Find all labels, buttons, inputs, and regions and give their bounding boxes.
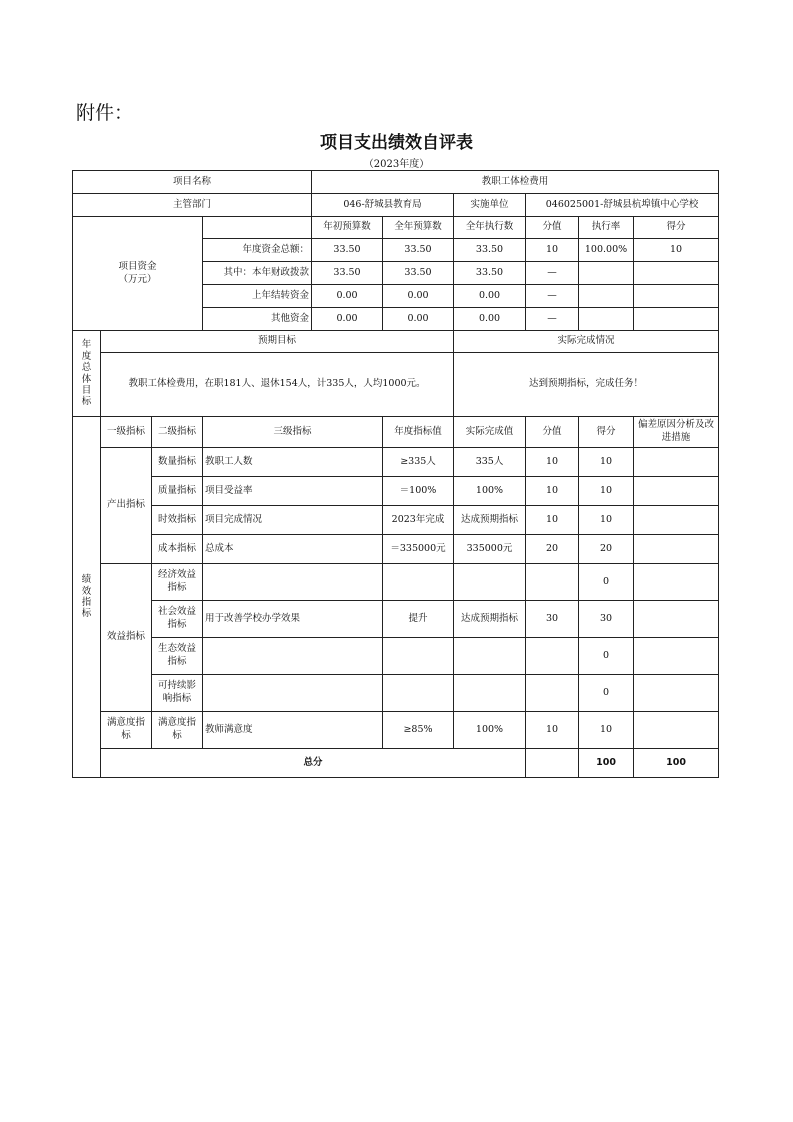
funds-cell: 0.00 [383,308,454,331]
indicator-target: ＝100% [383,477,454,506]
total-score: 100 [579,749,634,778]
indicator-got: 10 [579,448,634,477]
project-name-label: 项目名称 [73,171,312,194]
indicator-got: 10 [579,506,634,535]
dept-label: 主管部门 [73,194,312,217]
funds-header-cell: 年初预算数 [312,217,383,239]
indicator-level2: 质量指标 [152,477,203,506]
evaluation-table [72,170,719,778]
funds-cell: 0.00 [454,308,526,331]
indicator-level3: 项目完成情况 [203,506,383,535]
indicator-row [73,506,719,535]
indicator-level2: 满意度指标 [152,712,203,749]
indicator-actual [454,638,526,675]
funds-cell: — [526,308,579,331]
indicator-got: 0 [579,564,634,601]
indicator-note [634,477,719,506]
funds-cell: 10 [526,239,579,262]
indicator-level3: 用于改善学校办学效果 [203,601,383,638]
funds-header-cell: 分值 [526,217,579,239]
funds-cell: 0.00 [383,285,454,308]
indicators-header-cell: 一级指标 [101,417,152,448]
indicator-got: 0 [579,638,634,675]
indicator-level3 [203,675,383,712]
indicator-row [73,564,719,601]
funds-cell: 0.00 [312,308,383,331]
funds-cell: 33.50 [454,262,526,285]
funds-cell: 0.00 [454,285,526,308]
indicator-actual [454,675,526,712]
indicator-level2: 时效指标 [152,506,203,535]
indicator-note [634,601,719,638]
indicator-got: 10 [579,712,634,749]
funds-label: 项目资金 （万元） [73,217,203,331]
indicator-actual: 335人 [454,448,526,477]
indicator-target: 提升 [383,601,454,638]
indicator-target [383,564,454,601]
indicator-row [73,535,719,564]
indicator-level3: 项目受益率 [203,477,383,506]
indicators-label: 绩 效 指 标 [73,417,101,778]
impl-label: 实施单位 [454,194,526,217]
indicator-note [634,675,719,712]
indicator-target [383,675,454,712]
funds-cell: — [526,285,579,308]
indicator-level3: 教职工人数 [203,448,383,477]
funds-cell [634,285,719,308]
funds-cell: 33.50 [312,239,383,262]
indicator-row [73,477,719,506]
dept-value: 046-舒城县教育局 [312,194,454,217]
funds-header-row [73,217,719,239]
funds-cell [579,285,634,308]
indicator-level3 [203,564,383,601]
indicator-level2: 成本指标 [152,535,203,564]
funds-header-cell: 全年预算数 [383,217,454,239]
funds-row-label: 其中：本年财政拨款 [203,262,312,285]
indicator-target: 2023年完成 [383,506,454,535]
funds-cell: 33.50 [454,239,526,262]
indicator-row [73,675,719,712]
indicator-level1: 效益指标 [101,564,152,712]
funds-header-cell: 执行率 [579,217,634,239]
indicator-score: 10 [526,477,579,506]
goals-content-row [73,353,719,417]
impl-value: 046025001-舒城县杭埠镇中心学校 [526,194,719,217]
funds-cell: 33.50 [383,262,454,285]
indicator-level3: 总成本 [203,535,383,564]
funds-header-cell: 得分 [634,217,719,239]
funds-cell: 33.50 [383,239,454,262]
indicators-header-cell: 实际完成值 [454,417,526,448]
goals-expected: 教职工体检费用，在职181人、退休154人，计335人，人均1000元。 [101,353,454,417]
project-name-row [73,171,719,194]
indicator-level1: 产出指标 [101,448,152,564]
page-title: 项目支出绩效自评表 [320,133,473,153]
funds-cell: 100.00% [579,239,634,262]
funds-row-label: 上年结转资金 [203,285,312,308]
indicator-note [634,506,719,535]
funds-row-label: 其他资金 [203,308,312,331]
indicator-actual: 100% [454,712,526,749]
indicators-header-cell: 二级指标 [152,417,203,448]
funds-cell [579,308,634,331]
indicators-header-cell: 得分 [579,417,634,448]
indicator-score [526,564,579,601]
funds-cell [579,262,634,285]
goals-actual: 达到预期指标，完成任务！ [454,353,719,417]
indicator-row [73,448,719,477]
indicators-header-cell: 偏差原因分析及改进措施 [634,417,719,448]
total-blank [526,749,579,778]
indicator-score: 10 [526,448,579,477]
funds-cell: — [526,262,579,285]
indicator-note [634,535,719,564]
dept-row [73,194,719,217]
goals-header-row [73,331,719,353]
indicators-header-cell: 年度指标值 [383,417,454,448]
funds-row-label: 年度资金总额： [203,239,312,262]
indicator-got: 20 [579,535,634,564]
indicator-actual: 100% [454,477,526,506]
indicator-score: 20 [526,535,579,564]
indicator-target: ≥335人 [383,448,454,477]
indicator-score [526,675,579,712]
project-name-value: 教职工体检费用 [312,171,719,194]
indicator-level2: 数量指标 [152,448,203,477]
funds-header-cell: 全年执行数 [454,217,526,239]
indicator-level2: 经济效益指标 [152,564,203,601]
funds-cell [634,308,719,331]
indicator-score: 10 [526,712,579,749]
funds-cell: 10 [634,239,719,262]
indicator-row [73,638,719,675]
indicator-level3 [203,638,383,675]
total-label: 总分 [101,749,526,778]
indicator-note [634,564,719,601]
indicator-got: 10 [579,477,634,506]
indicator-note [634,448,719,477]
indicators-header-cell: 三级指标 [203,417,383,448]
funds-cell [634,262,719,285]
indicators-header-cell: 分值 [526,417,579,448]
indicator-actual: 达成预期指标 [454,506,526,535]
total-row [73,749,719,778]
attachment-label: 附件： [76,102,134,124]
indicators-header-row [73,417,719,448]
indicator-level2: 可持续影响指标 [152,675,203,712]
indicator-score: 10 [526,506,579,535]
total-got: 100 [634,749,719,778]
indicator-target: ＝335000元 [383,535,454,564]
indicator-level2: 生态效益指标 [152,638,203,675]
indicator-actual [454,564,526,601]
indicator-level2: 社会效益指标 [152,601,203,638]
indicator-level1: 满意度指标 [101,712,152,749]
indicator-row [73,712,719,749]
funds-cell: 0.00 [312,285,383,308]
goals-expected-label: 预期目标 [101,331,454,353]
indicator-actual: 达成预期指标 [454,601,526,638]
year-label: （2023年度） [363,159,430,170]
indicator-got: 30 [579,601,634,638]
indicator-target: ≥85% [383,712,454,749]
goals-label: 年 度 总 体 目 标 [73,331,101,417]
indicator-note [634,712,719,749]
funds-header-blank [203,217,312,239]
indicator-score [526,638,579,675]
indicator-got: 0 [579,675,634,712]
indicator-level3: 教师满意度 [203,712,383,749]
indicator-row [73,601,719,638]
goals-actual-label: 实际完成情况 [454,331,719,353]
indicator-target [383,638,454,675]
indicator-note [634,638,719,675]
funds-cell: 33.50 [312,262,383,285]
indicator-actual: 335000元 [454,535,526,564]
indicator-score: 30 [526,601,579,638]
